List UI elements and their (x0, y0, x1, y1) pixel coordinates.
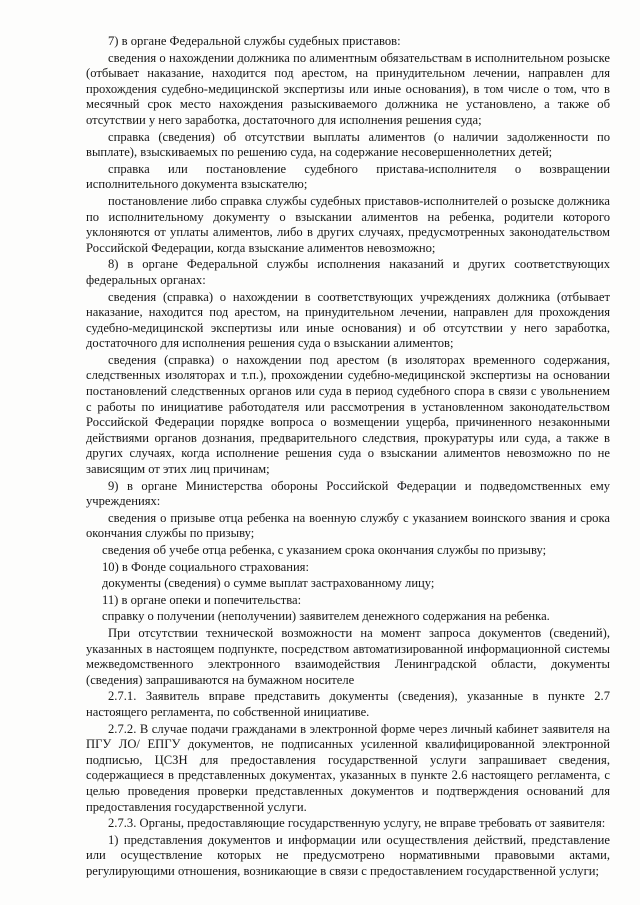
paragraph: 2.7.1. Заявитель вправе представить документы (сведения), указанные в пункте 2.7 настоящего регламента, по собственной инициативе. (86, 689, 610, 719)
paragraph: сведения о призыве отца ребенка на военную службу с указанием воинского звания и срока окончания службы по призыву; (86, 510, 610, 541)
paragraph: 2.7.2. В случае подачи гражданами в электронной форме через личный кабинет заявителя на ПГУ ЛО/ ЕПГУ документов, не подписанных усиленной квалифицированной электронной подписью, ЦСЗН для предоставления государственной услуги запрашивает сведения, содержащиеся в представленных документах, указанных в пункте 2.6 настоящего регламента, с целью проведения проверки представленных документов и подтверждения оснований для предоставления государственной услуги. (86, 721, 610, 814)
paragraph: сведения (справка) о нахождении под арестом (в изоляторах временного содержания, следственных изоляторах и т.п.), прохождении судебно-медицинской экспертизы на основании постановлений следственных органов или суда в период судебного спора в связи с увольнением с работы по инициативе работодателя или рассмотрения в установленном законодательством Российской Федерации порядке вопроса о возмещении ущерба, причиненного незаконными действиями органов дознания, предварительного следствия, прокуратуры или суда, а также в других случаях, когда исполнение решения суда о взыскании алиментов невозможно по не зависящим от этих лиц причинам; (86, 352, 610, 477)
paragraph: 8) в органе Федеральной службы исполнения наказаний и других соответствующих федеральных органах: (86, 257, 610, 287)
paragraph: сведения об учебе отца ребенка, с указанием срока окончания службы по призыву; (102, 543, 547, 557)
paragraph: справка (сведения) об отсутствии выплаты алиментов (о наличии задолженности по выплате), взыскиваемых по решению суда, на содержание несовершеннолетних детей; (86, 129, 610, 160)
paragraph: 10) в Фонде социального страхования: (102, 559, 309, 574)
paragraph: При отсутствии технической возможности на момент запроса документов (сведений), указанных в настоящем подпункте, посредством автоматизированной информационной системы межведомственного электронного взаимодействия Ленинградской области, документы (сведения) запрашиваются на бумажном носителе (86, 625, 610, 687)
paragraph: справка или постановление судебного пристава-исполнителя о возвращении исполнительного документа взыскателю; (86, 161, 610, 192)
paragraph: постановление либо справка службы судебных приставов-исполнителей о розыске должника по исполнительному документу о взыскании алиментов на ребенка, родители которого уклоняются от уплаты алиментов, либо в других случаях, предусмотренных законодательством Российской Федерации, когда взыскание алиментов невозможно; (86, 193, 610, 255)
paragraph: 9) в органе Министерства обороны Российской Федерации и подведомственных ему учреждениях: (86, 478, 610, 509)
paragraph: 7) в органе Федеральной службы судебных приставов: (108, 34, 401, 48)
paragraph: сведения (справка) о нахождении в соответствующих учреждениях должника (отбывает наказание, находится под арестом, на принудительном лечении, направлен для прохождения судебно-медицинской экспертизы или иные основания) и об отсутствии у него заработка, достаточного для исполнения решения суда о взыскании алиментов; (86, 289, 610, 351)
paragraph: сведения о нахождении должника по алиментным обязательствам в исполнительном розыске (отбывает наказание, находится под арестом, на принудительном лечении, направлен для прохождения судебно-медицинской экспертизы или иные основания), в том числе о том, что в месячный срок место нахождения разыскиваемого должника не установлено, а также об отсутствии у него заработка, достаточного для исполнения решения суда; (86, 50, 610, 127)
paragraph: 1) представления документов и информации или осуществления действий, представление или осуществление которых не предусмотрено нормативными правовыми актами, регулирующими отношения, возникающие в связи с предоставлением государственной услуги; (86, 832, 610, 878)
paragraph: 2.7.3. Органы, предоставляющие государственную услугу, не вправе требовать от заявителя: (108, 816, 606, 831)
paragraph: 11) в органе опеки и попечительства: (102, 592, 302, 607)
paragraph: справку о получении (неполучении) заявителем денежного содержания на ребенка. (102, 609, 550, 624)
paragraph: документы (сведения) о сумме выплат застрахованному лицу; (102, 576, 435, 591)
